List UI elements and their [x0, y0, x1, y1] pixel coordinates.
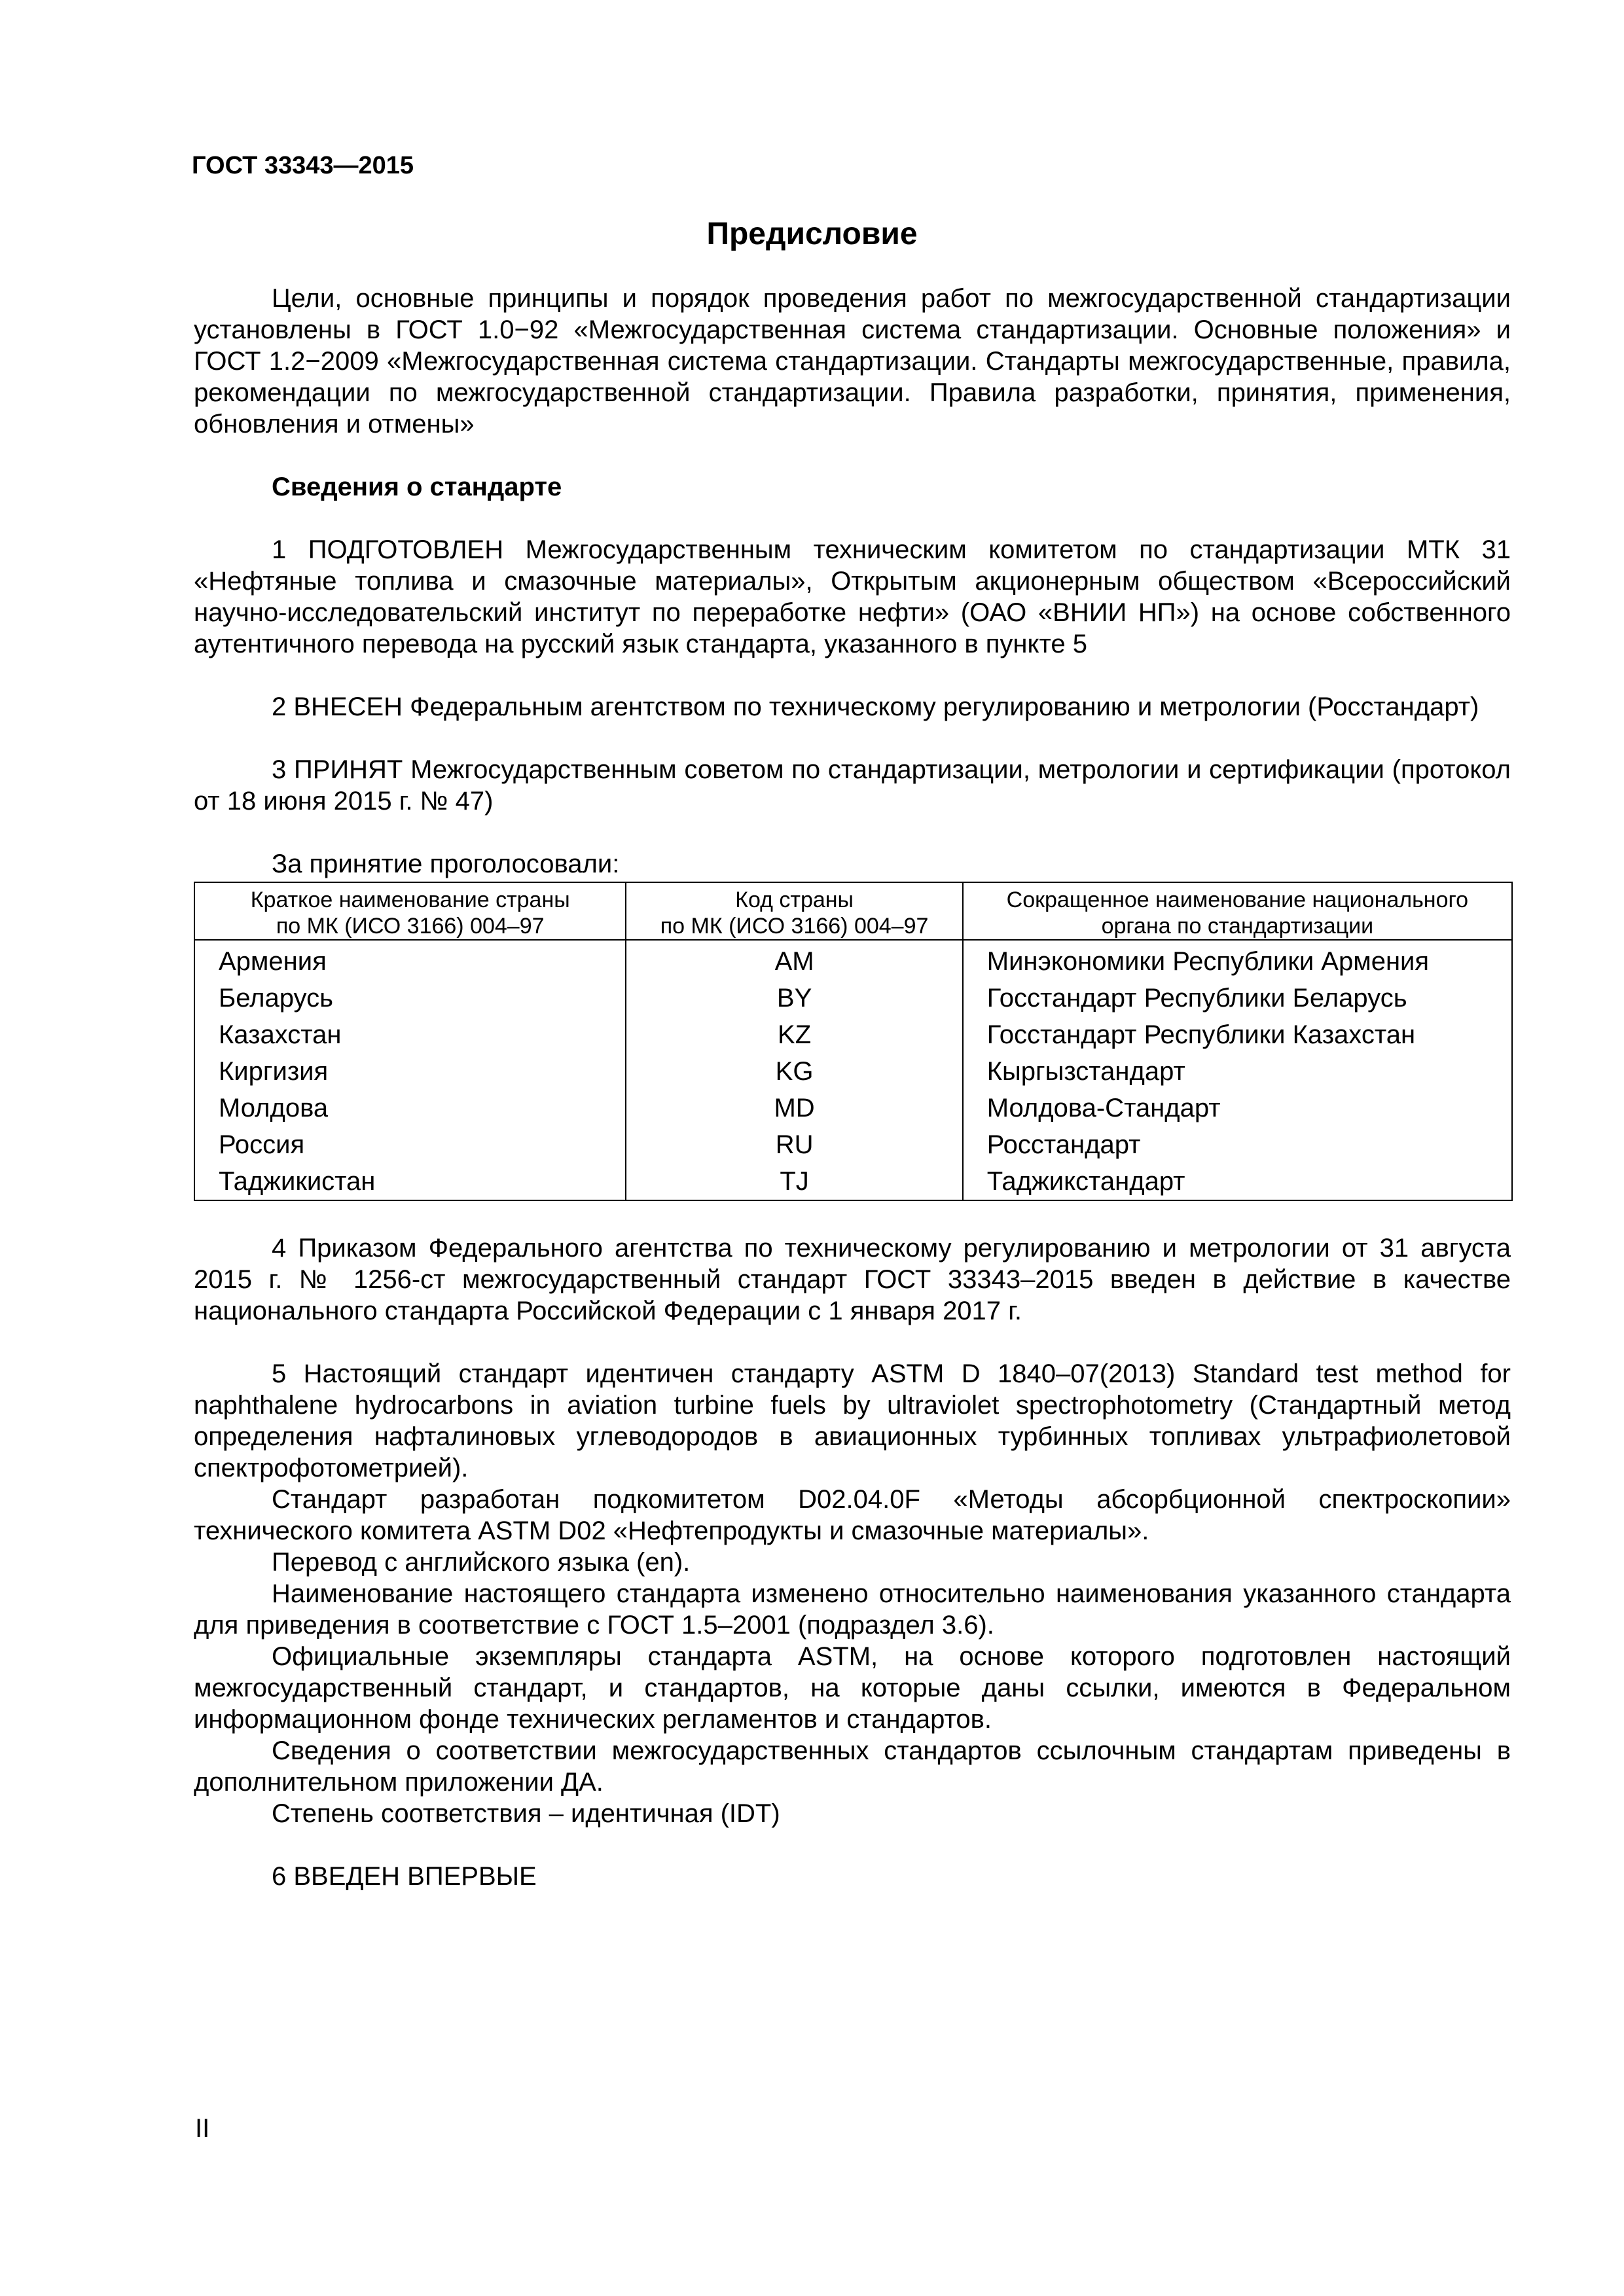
header-national-body-line2: органа по стандартизации	[1101, 914, 1374, 939]
page-header: ГОСТ 33343—2015	[192, 152, 414, 179]
item-5-official-copies: Официальные экземпляры стандарта ASTM, на основе которого подготовлен настоящий межгосударственный стандарт, и стандартов, на которые даны ссылки, имеются в Федеральном информационном фонде технических регламентов и стандартов.	[194, 1642, 1511, 1734]
country-code: BY	[626, 980, 962, 1016]
header-country-code-line2: по МК (ИСО 3166) 004–97	[660, 914, 929, 939]
table-row	[194, 1126, 1512, 1163]
item-3-paragraph: 3 ПРИНЯТ Межгосударственным советом по стандартизации, метрологии и сертификации (протокол от 18 июня 2015 г. № 47)	[194, 755, 1511, 816]
intro-paragraph: Цели, основные принципы и порядок проведения работ по межгосударственной стандартизации установлены в ГОСТ 1.0−92 «Межгосударственная система стандартизации. Основные положения» и ГОСТ 1.2−2009 «Межгосударственная система стандартизации. Стандарты межгосударственные, правила, рекомендации по межгосударственной стандартизации. Правила разработки, принятия, применения, обновления и отмены»	[194, 284, 1511, 439]
country-name: Таджикистан	[194, 1163, 626, 1200]
country-code: RU	[626, 1126, 962, 1163]
vote-label: За принятие проголосовали:	[272, 850, 620, 878]
item-4-paragraph: 4 Приказом Федерального агентства по техническому регулированию и метрологии от 31 августа 2015 г. № 1256-ст межгосударственный стандарт ГОСТ 33343–2015 введен в действие в качестве национального стандарта Российской Федерации с 1 января 2017 г.	[194, 1234, 1511, 1325]
item-1-paragraph: 1 ПОДГОТОВЛЕН Межгосударственным техническим комитетом по стандартизации МТК 31 «Нефтяные топлива и смазочные материалы», Открытым акционерным обществом «Всероссийский научно-исследовательский институт по переработке нефти» (ОАО «ВНИИ НП») на основе собственного аутентичного перевода на русский язык стандарта, указанного в пункте 5	[194, 535, 1511, 658]
item-5-reference-info: Сведения о соответствии межгосударственных стандартов ссылочным стандартам приведены в дополнительном приложении ДА.	[194, 1736, 1511, 1797]
header-country-name-line2: по МК (ИСО 3166) 004–97	[276, 914, 545, 939]
country-name: Молдова	[194, 1090, 626, 1126]
country-code: KZ	[626, 1016, 962, 1053]
country-code: KG	[626, 1053, 962, 1090]
table-row	[194, 1090, 1512, 1126]
country-name: Киргизия	[194, 1053, 626, 1090]
section-heading: Сведения о стандарте	[272, 473, 562, 501]
header-country-name-line1: Краткое наименование страны	[250, 888, 570, 912]
national-body: Минэкономики Республики Армения	[963, 940, 1512, 980]
country-code: MD	[626, 1090, 962, 1126]
table-row	[194, 1053, 1512, 1090]
header-country-code	[626, 882, 962, 940]
country-name: Россия	[194, 1126, 626, 1163]
table-row	[194, 940, 1512, 980]
header-country-code-line1: Код страны	[735, 888, 854, 912]
item-5-developer: Стандарт разработан подкомитетом D02.04.0F «Методы абсорбционной спектроскопии» технического комитета ASTM D02 «Нефтепродукты и смазочные материалы».	[194, 1485, 1511, 1545]
country-name: Казахстан	[194, 1016, 626, 1053]
item-5-degree: Степень соответствия – идентичная (IDT)	[272, 1799, 780, 1828]
national-body: Кыргызстандарт	[963, 1053, 1512, 1090]
national-body: Госстандарт Республики Казахстан	[963, 1016, 1512, 1053]
national-body: Росстандарт	[963, 1126, 1512, 1163]
preface-body	[194, 283, 1511, 1892]
item-6-paragraph: 6 ВВЕДЕН ВПЕРВЫЕ	[272, 1862, 537, 1891]
item-5-paragraph: 5 Настоящий стандарт идентичен стандарту ASTM D 1840–07(2013) Standard test method for naphthalene hydrocarbons in aviation turbine fuels by ultraviolet spectrophotometry (Стандартный метод определения нафталиновых углеводородов в авиационных турбинных топливах ультрафиолетовой спектрофотометрией).	[194, 1359, 1511, 1482]
national-body: Госстандарт Республики Беларусь	[963, 980, 1512, 1016]
page-title: Предисловие	[706, 217, 918, 251]
country-name: Беларусь	[194, 980, 626, 1016]
country-code: AM	[626, 940, 962, 980]
vote-table	[194, 882, 1513, 1201]
table-row	[194, 1016, 1512, 1053]
table-row	[194, 1163, 1512, 1200]
item-5-translation: Перевод с английского языка (en).	[272, 1548, 691, 1577]
national-body: Таджикстандарт	[963, 1163, 1512, 1200]
item-5-name-change: Наименование настоящего стандарта изменено относительно наименования указанного стандарта для приведения в соответствие с ГОСТ 1.5–2001 (подраздел 3.6).	[194, 1579, 1511, 1640]
header-country-name	[194, 882, 626, 940]
country-name: Армения	[194, 940, 626, 980]
header-national-body	[963, 882, 1512, 940]
vote-table-header-row	[194, 882, 1512, 940]
country-code: TJ	[626, 1163, 962, 1200]
table-row	[194, 980, 1512, 1016]
item-2-paragraph: 2 ВНЕСЕН Федеральным агентством по техническому регулированию и метрологии (Росстандарт)	[272, 692, 1479, 721]
header-national-body-line1: Сокращенное наименование национального	[1006, 888, 1469, 912]
page-number: II	[195, 2114, 210, 2143]
national-body: Молдова-Стандарт	[963, 1090, 1512, 1126]
